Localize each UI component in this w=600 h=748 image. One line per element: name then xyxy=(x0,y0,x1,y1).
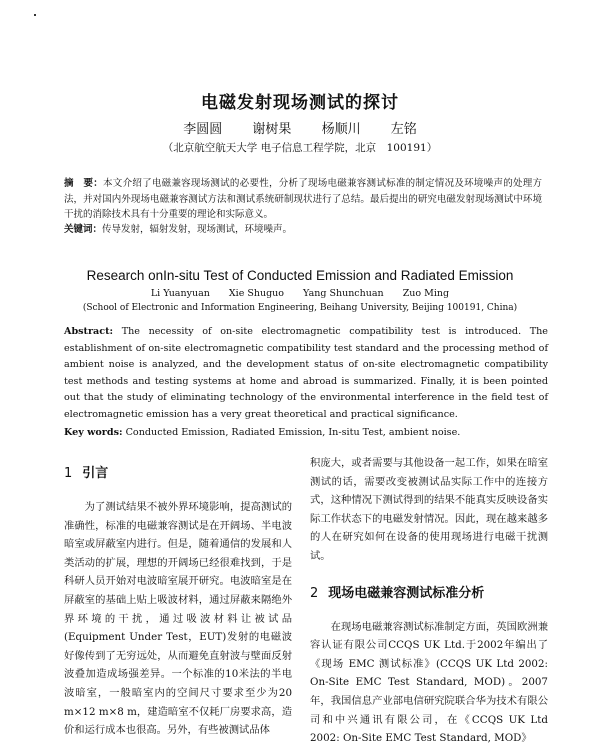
affiliation-en: (School of Electronic and Information Engineering, Beihang University, Beijing 100191, China) xyxy=(82,303,518,313)
section-title: 引言 xyxy=(82,466,109,481)
body-paragraph: 在现场电磁兼容测试标准制定方面，英国欧洲兼容认证有限公司CCQS UK Ltd.于2002年编出了《现场 EMC 测试标准》(CCQS UK Ltd 2002: On-Site EMC Test Standard, MOD)。2007年，我国信息产业部电信研究院联合华为技术有限公司和中兴通讯有限公司，在《CCQS UK Ltd 2002: On-Site EMC Test Standard, MOD》 xyxy=(310,620,548,745)
author-name-en: Zuo Ming xyxy=(402,288,450,299)
paper-title-en: Research onIn-situ Test of Conducted Emission and Radiated Emission xyxy=(86,268,514,283)
section-title: 现场电磁兼容测试标准分析 xyxy=(328,585,485,601)
section-heading xyxy=(64,464,292,484)
keywords-en xyxy=(64,425,548,441)
author-name: 李圆圆 xyxy=(183,122,223,137)
section-heading xyxy=(310,584,548,604)
author-list-cn xyxy=(0,118,600,137)
keywords-cn-text: 传导发射，辐射发射，现场测试，环境噪声。 xyxy=(102,224,293,235)
author-name: 谢树果 xyxy=(252,122,292,137)
affiliation-cn: （北京航空航天大学 电子信息工程学院，北京 100191） xyxy=(162,142,438,154)
abstract-en-text: The necessity of on-site electromagnetic compatibility test is introduced. The establishment of on-site electromagnetic compatibility test standard and the processing method of ambient noise is analyzed, and the development status of on-site electromagnetic compatibility test methods and testing systems at home and abroad is summarized. Finally, it is been pointed out that the study of eliminating technology of the environmental interference in the field test of electromagnetic emission has a very great theoretical and practical significance. xyxy=(64,326,548,420)
author-name: 杨顺川 xyxy=(321,122,361,137)
author-name-en: Yang Shunchuan xyxy=(303,288,384,299)
keywords-cn-label: 关键词： xyxy=(64,224,103,235)
body-column-right xyxy=(310,454,548,748)
keywords-en-text: Conducted Emission, Radiated Emission, In-situ Test, ambient noise. xyxy=(125,427,461,438)
author-name: 左铭 xyxy=(390,122,417,137)
paper-title: 电磁发射现场测试的探讨 xyxy=(201,93,399,113)
abstract-cn-label: 摘 要： xyxy=(64,178,104,189)
abstract-cn xyxy=(64,176,542,223)
author-name-en: Li Yuanyuan xyxy=(150,288,210,299)
abstract-en xyxy=(64,324,548,423)
section-number: 1 xyxy=(64,466,73,481)
abstract-cn-text: 本文介绍了电磁兼容现场测试的必要性，分析了现场电磁兼容测试标准的制定情况及环境噪声的处理方法，并对国内外现场电磁兼容测试方法和测试系统研制现状进行了总结。最后提出的研究电磁发射现场测试中环境干扰的消除技术具有十分重要的理论和实际意义。 xyxy=(64,178,542,220)
keywords-cn xyxy=(64,222,542,238)
scan-speck xyxy=(34,14,36,16)
author-name-en: Xie Shuguo xyxy=(228,288,284,299)
body-paragraph: 为了测试结果不被外界环境影响，提高测试的准确性，标准的电磁兼容测试是在开阔场、半电波暗室或屏蔽室内进行。但是，随着通信的发展和人类活动的扩展，理想的开阔场已经很难找到，于是科研人员开始对电波暗室展开研究。电波暗室是在屏蔽室的基础上贴上吸波材料，通过屏蔽来隔绝外界环境的干扰，通过吸波材料让被试品(Equipment Under Test，EUT)发射的电磁波好像传到了无穷远处，从而避免直射波与壁面反射波叠加造成场强差异。一个标准的10米法的半电波暗室，一般暗室内的空间尺寸要求至少为20 m×12 m×8 m，建造暗室不仅耗厂房要求高，造价和运行成本也很高。另外，有些被测试品体 xyxy=(64,501,292,737)
abstract-en-label: Abstract: xyxy=(64,326,114,337)
body-column-left xyxy=(64,446,292,740)
author-list-en xyxy=(0,288,600,299)
keywords-en-label: Key words: xyxy=(64,427,123,438)
body-paragraph: 积庞大，或者需要与其他设备一起工作，如果在暗室测试的话，需要改变被测试品实际工作中的连接方式，这种情况下测试得到的结果不能真实反映设备实际工作状态下的电磁发射情况。因此，现在越来越多的人在研究如何在设备的使用现场进行电磁干扰测试。 xyxy=(310,457,548,562)
section-number: 2 xyxy=(310,585,319,601)
